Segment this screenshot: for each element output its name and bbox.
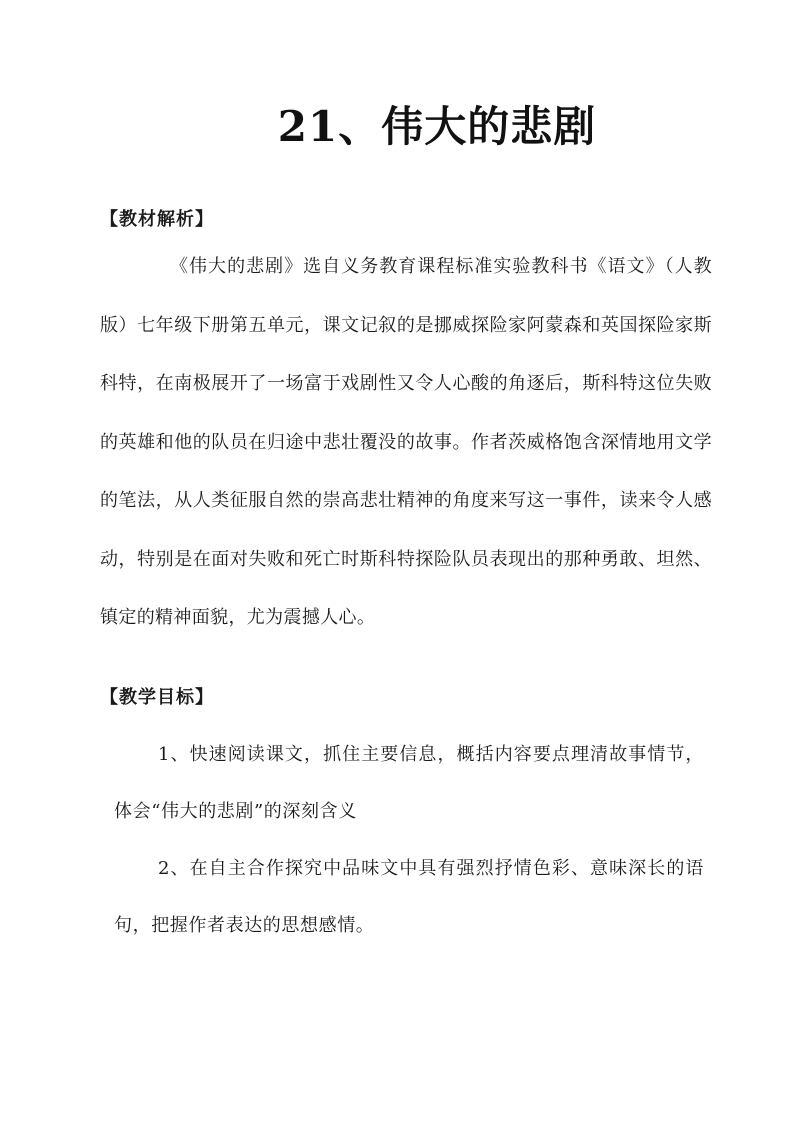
section-heading-teaching-goals: 【教学目标】: [100, 687, 214, 708]
section-heading-textbook-analysis: 【教材解析】: [100, 209, 214, 230]
textbook-analysis-paragraph: 《伟大的悲剧》选自义务教育课程标准实验教科书《语文》（人教版）七年级下册第五单元，课文记叙的是挪威探险家阿蒙森和英国探险家斯科特，在南极展开了一场富于戏剧性又令人心酸的角逐后，斯科特这位失败的英雄和他的队员在归途中悲壮覆没的故事。作者茨威格饱含深情地用文学的笔法，从人类征服自然的崇高悲壮精神的角度来写这一事件，读来令人感动，特别是在面对失败和死亡时斯科特探险队员表现出的那种勇敢、坦然、镇定的精神面貌，尤为震撼人心。: [100, 256, 712, 628]
teaching-goal-item: 2、在自主合作探究中品味文中具有强烈抒情色彩、意味深长的语句，把握作者表达的思想感情。: [114, 858, 704, 936]
teaching-goal-item: 1、快速阅读课文，抓住主要信息，概括内容要点理清故事情节，体会“伟大的悲剧”的深刻含义: [114, 744, 704, 822]
page-title: 21、伟大的悲剧: [277, 102, 597, 151]
